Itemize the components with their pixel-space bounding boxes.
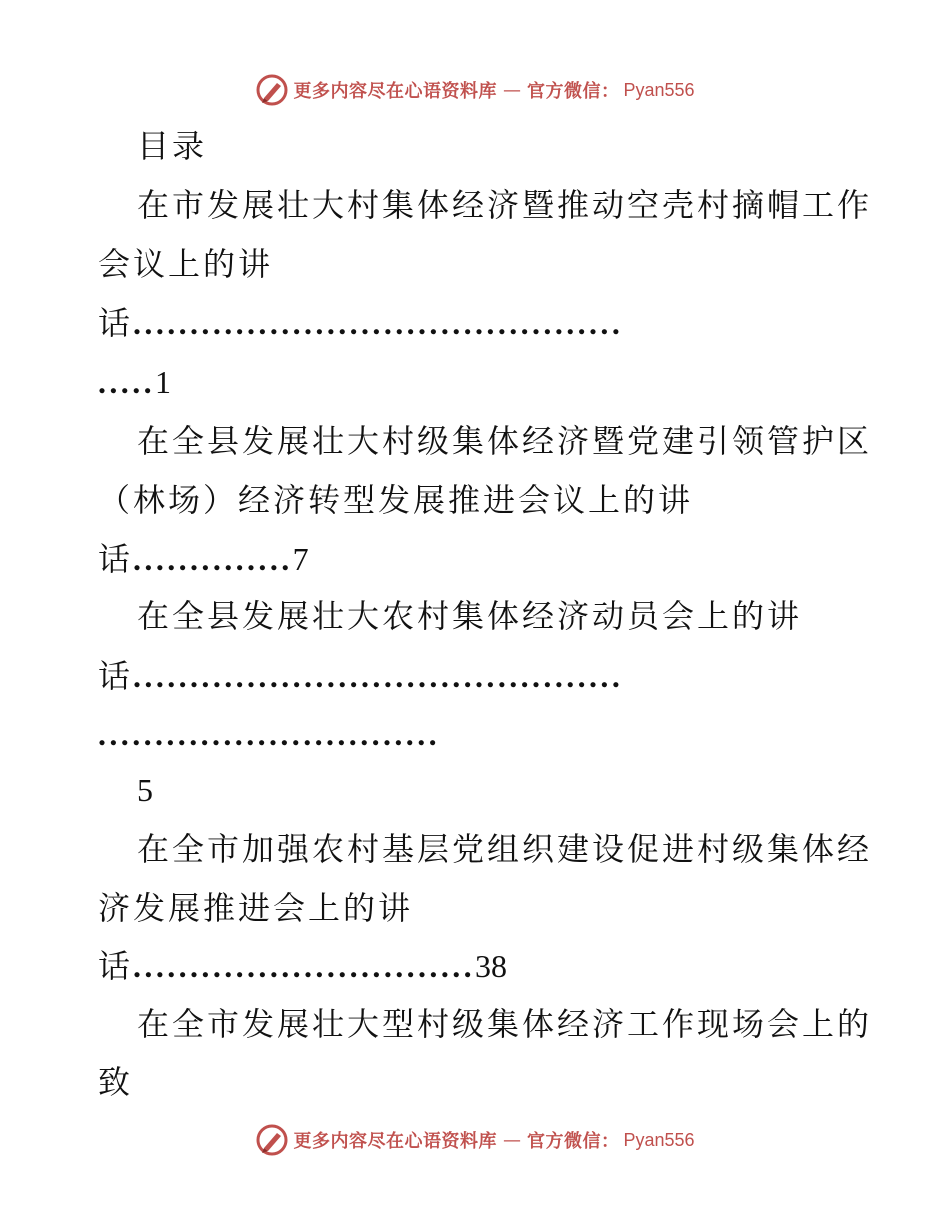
toc-entry-1-line-1: 在市发展壮大村集体经济暨推动空壳村摘帽工作: [137, 186, 873, 224]
toc-entry-3-dots-2: ..............................: [98, 716, 440, 752]
toc-entry-1-dots-2: .....: [98, 364, 155, 400]
toc-entry-4-dots: ..............................: [133, 948, 476, 984]
toc-entry-3-leader-start: 话: [98, 657, 134, 695]
watermark-site-text: 更多内容尽在心语资料库: [293, 81, 497, 102]
watermark-wechat-id: Pyan556: [623, 79, 695, 100]
toc-entry-3-dots-line-2: [98, 714, 440, 754]
toc-entry-2-line-2: （林场）经济转型发展推进会议上的讲: [98, 481, 694, 519]
toc-entry-4-line-2: 济发展推进会上的讲: [98, 889, 414, 927]
toc-entry-1-page-line: [98, 362, 171, 402]
toc-entry-4-line-1: 在全市加强农村基层党组织建设促进村级集体经: [137, 830, 873, 868]
toc-entry-1-leader: [98, 303, 623, 343]
toc-entry-1-page: 1: [155, 364, 171, 400]
toc-entry-1-leader-start: 话: [98, 304, 134, 342]
pen-in-circle-logo-icon: [255, 1123, 289, 1157]
toc-entry-2-dots: ..............: [133, 541, 293, 577]
toc-entry-3-line-1: 在全县发展壮大农村集体经济动员会上的讲: [137, 597, 803, 635]
toc-entry-2-leader: [98, 539, 309, 579]
toc-entry-4-page: 38: [475, 948, 508, 984]
watermark-wechat-id: Pyan556: [623, 1129, 695, 1150]
toc-entry-1-dots: ...........................................: [133, 305, 624, 341]
watermark-wechat-label: 官方微信：: [526, 1131, 620, 1152]
toc-heading: 目录: [137, 127, 208, 165]
toc-entry-5-line-1: 在全市发展壮大型村级集体经济工作现场会上的: [137, 1005, 873, 1043]
pen-in-circle-logo-icon: [255, 73, 289, 107]
toc-entry-3-dots: ...........................................: [133, 658, 624, 694]
watermark-separator: —: [502, 1129, 521, 1151]
watermark-site-text: 更多内容尽在心语资料库: [293, 1131, 497, 1152]
toc-entry-2-page: 7: [292, 541, 309, 577]
watermark-separator: —: [502, 79, 521, 101]
toc-entry-4-leader-start: 话: [98, 947, 134, 985]
header-watermark: [0, 70, 950, 110]
toc-entry-3-leader: [98, 656, 623, 696]
toc-entry-5-line-2: 致: [98, 1063, 134, 1101]
toc-entry-4-leader: [98, 946, 507, 986]
toc-entry-2-line-1: 在全县发展壮大村级集体经济暨党建引领管护区: [137, 422, 873, 460]
footer-watermark: [0, 1120, 950, 1160]
toc-entry-1-line-2: 会议上的讲: [98, 245, 274, 283]
watermark-wechat-label: 官方微信：: [526, 81, 620, 102]
toc-entry-2-leader-start: 话: [98, 540, 134, 578]
toc-entry-3-page: 5: [137, 772, 153, 808]
